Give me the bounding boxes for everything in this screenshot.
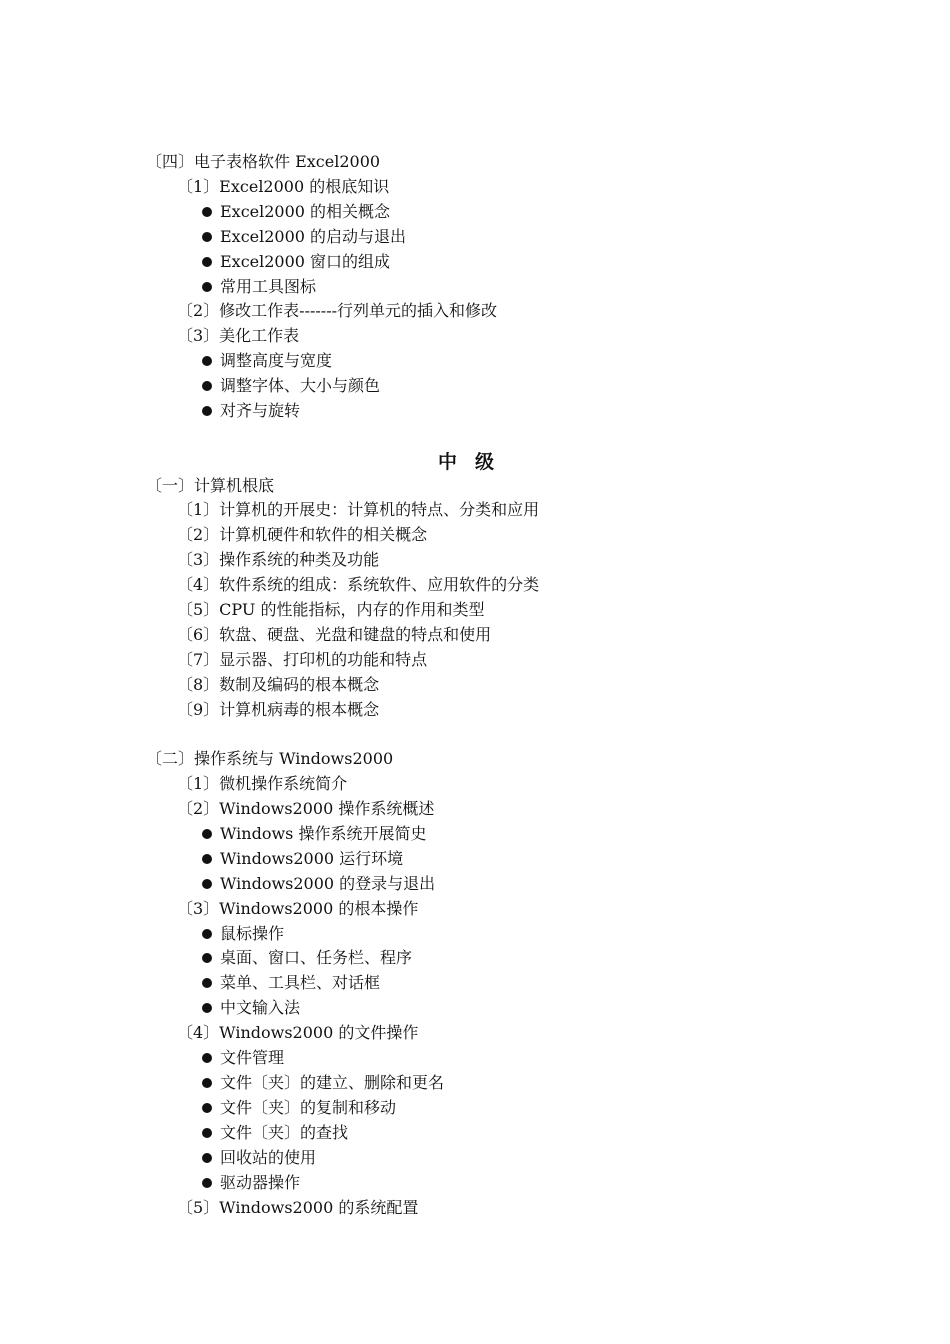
bullet-item: 常用工具图标 bbox=[220, 277, 316, 297]
outline-item: 〔4〕软件系统的组成：系统软件、应用软件的分类 bbox=[177, 575, 540, 594]
bullet-dot-icon bbox=[202, 1153, 212, 1163]
bullet-item: Windows2000 的登录与退出 bbox=[220, 874, 435, 894]
bullet-item: 文件管理 bbox=[220, 1048, 284, 1068]
level-heading: 中级 bbox=[437, 451, 512, 473]
bullet-item: 驱动器操作 bbox=[220, 1173, 300, 1193]
bullet-item: 调整高度与宽度 bbox=[220, 351, 332, 371]
bullet-item: 鼠标操作 bbox=[220, 924, 284, 944]
outline-item: 〔2〕修改工作表-------行列单元的插入和修改 bbox=[177, 301, 498, 320]
bullet-dot-icon bbox=[202, 1003, 212, 1013]
section-title: 〔一〕计算机根底 bbox=[146, 476, 275, 495]
bullet-dot-icon bbox=[202, 1128, 212, 1138]
outline-item: 〔1〕Excel2000 的根底知识 bbox=[177, 177, 390, 196]
bullet-item: 回收站的使用 bbox=[220, 1148, 316, 1168]
bullet-item: Excel2000 的启动与退出 bbox=[220, 227, 406, 247]
bullet-dot-icon bbox=[202, 1078, 212, 1088]
bullet-dot-icon bbox=[202, 356, 212, 366]
bullet-item: 调整字体、大小与颜色 bbox=[220, 376, 380, 396]
outline-item: 〔2〕计算机硬件和软件的相关概念 bbox=[177, 525, 428, 544]
bullet-dot-icon bbox=[202, 257, 212, 267]
bullet-item: 文件〔夹〕的查找 bbox=[220, 1123, 348, 1143]
bullet-dot-icon bbox=[202, 282, 212, 292]
outline-item: 〔9〕计算机病毒的根本概念 bbox=[177, 700, 380, 719]
bullet-item: Excel2000 的相关概念 bbox=[220, 202, 390, 222]
outline-item: 〔5〕CPU 的性能指标，内存的作用和类型 bbox=[177, 600, 485, 619]
bullet-item: Excel2000 窗口的组成 bbox=[220, 252, 390, 272]
bullet-item: 对齐与旋转 bbox=[220, 401, 300, 421]
bullet-dot-icon bbox=[202, 929, 212, 939]
outline-item: 〔5〕Windows2000 的系统配置 bbox=[177, 1198, 419, 1217]
bullet-item: 桌面、窗口、任务栏、程序 bbox=[220, 948, 412, 968]
outline-item: 〔8〕数制及编码的根本概念 bbox=[177, 675, 380, 694]
bullet-dot-icon bbox=[202, 829, 212, 839]
bullet-dot-icon bbox=[202, 406, 212, 416]
bullet-item: Windows 操作系统开展简史 bbox=[220, 824, 426, 844]
bullet-item: 中文输入法 bbox=[220, 998, 300, 1018]
bullet-dot-icon bbox=[202, 381, 212, 391]
outline-item: 〔7〕显示器、打印机的功能和特点 bbox=[177, 650, 428, 669]
bullet-item: 文件〔夹〕的建立、删除和更名 bbox=[220, 1073, 444, 1093]
bullet-item: 文件〔夹〕的复制和移动 bbox=[220, 1098, 396, 1118]
bullet-dot-icon bbox=[202, 854, 212, 864]
bullet-dot-icon bbox=[202, 1053, 212, 1063]
outline-item: 〔3〕Windows2000 的根本操作 bbox=[177, 899, 419, 918]
section-title: 〔四〕电子表格软件 Excel2000 bbox=[146, 152, 381, 171]
outline-item: 〔6〕软盘、硬盘、光盘和键盘的特点和使用 bbox=[177, 625, 492, 644]
bullet-dot-icon bbox=[202, 978, 212, 988]
bullet-item: Windows2000 运行环境 bbox=[220, 849, 403, 869]
bullet-item: 菜单、工具栏、对话框 bbox=[220, 973, 380, 993]
outline-item: 〔3〕操作系统的种类及功能 bbox=[177, 550, 380, 569]
outline-item: 〔3〕美化工作表 bbox=[177, 326, 300, 345]
section-title: 〔二〕操作系统与 Windows2000 bbox=[146, 749, 394, 768]
bullet-dot-icon bbox=[202, 232, 212, 242]
outline-item: 〔2〕Windows2000 操作系统概述 bbox=[177, 799, 435, 818]
bullet-dot-icon bbox=[202, 1178, 212, 1188]
outline-item: 〔1〕微机操作系统简介 bbox=[177, 774, 348, 793]
bullet-dot-icon bbox=[202, 1103, 212, 1113]
outline-item: 〔4〕Windows2000 的文件操作 bbox=[177, 1023, 419, 1042]
bullet-dot-icon bbox=[202, 207, 212, 217]
bullet-dot-icon bbox=[202, 953, 212, 963]
outline-item: 〔1〕计算机的开展史：计算机的特点、分类和应用 bbox=[177, 500, 540, 519]
bullet-dot-icon bbox=[202, 879, 212, 889]
